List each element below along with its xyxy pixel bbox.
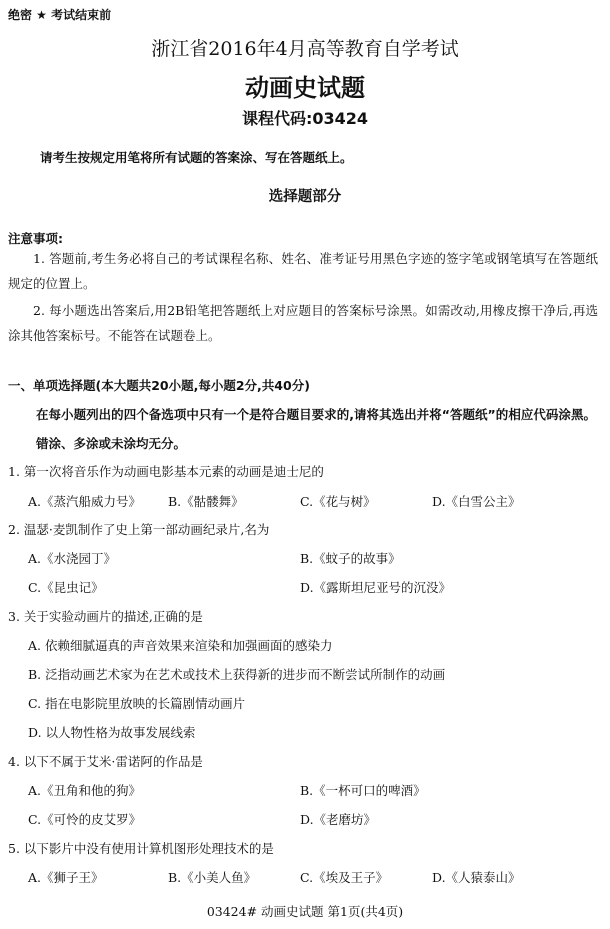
- option: B. 泛指动画艺术家为在艺术或技术上获得新的进步而不断尝试所制作的动画: [28, 667, 446, 682]
- part-instructions: 在每小题列出的四个备选项中只有一个是符合题目要求的,请将其选出并将“答题纸”的相应代码涂黑。错涂、多涂或未涂均无分。: [36, 407, 596, 451]
- option: D.《人猿泰山》: [432, 870, 521, 885]
- question-stem: 2. 温瑟·麦凯制作了史上第一部动画纪录片,名为: [8, 522, 270, 537]
- option: C.《可怜的皮艾罗》: [28, 812, 142, 827]
- option: A.《蒸汽船威力号》: [28, 494, 142, 509]
- confidential-label: 绝密 ★ 考试结束前: [8, 8, 112, 22]
- option: C.《花与树》: [300, 494, 376, 509]
- option: D. 以人物性格为故事发展线索: [28, 725, 196, 740]
- answer-reminder: 请考生按规定用笔将所有试题的答案涂、写在答题纸上。: [40, 150, 353, 165]
- option: B.《蚊子的故事》: [300, 551, 401, 566]
- option: C.《埃及王子》: [300, 870, 389, 885]
- option: D.《露斯坦尼亚号的沉没》: [300, 580, 452, 595]
- part-heading: 一、单项选择题(本大题共20小题,每小题2分,共40分): [8, 378, 310, 393]
- option: B.《一杯可口的啤酒》: [300, 783, 426, 798]
- note-item: 1. 答题前,考生务必将自己的考试课程名称、姓名、准考证号用黑色字迹的签字笔或钢笔填写在答题纸规定的位置上。: [8, 251, 598, 291]
- option: D.《白雪公主》: [432, 494, 521, 509]
- course-code: 课程代码:03424: [241, 109, 369, 128]
- option: C. 指在电影院里放映的长篇剧情动画片: [28, 696, 246, 711]
- option: C.《昆虫记》: [28, 580, 104, 595]
- subject-title: 动画史试题: [245, 74, 365, 102]
- section-title: 选择题部分: [268, 189, 342, 205]
- note-item: 2. 每小题选出答案后,用2B铅笔把答题纸上对应题目的答案标号涂黑。如需改动,用橡皮擦干净后,再选涂其他答案标号。不能答在试题卷上。: [8, 303, 598, 343]
- option: A.《狮子王》: [28, 870, 104, 885]
- exam-title: 浙江省2016年4月高等教育自学考试: [151, 38, 459, 60]
- option: A.《丑角和他的狗》: [28, 783, 142, 798]
- notes-heading: 注意事项:: [8, 231, 63, 246]
- page-footer: 03424# 动画史试题 第1页(共4页): [206, 904, 404, 919]
- option: B.《小美人鱼》: [168, 870, 257, 885]
- question-stem: 4. 以下不属于艾米·雷诺阿的作品是: [8, 754, 203, 769]
- option: D.《老磨坊》: [300, 812, 377, 827]
- question-stem: 3. 关于实验动画片的描述,正确的是: [8, 609, 203, 624]
- option: A. 依赖细腻逼真的声音效果来渲染和加强画面的感染力: [28, 638, 333, 653]
- option: B.《骷髅舞》: [168, 494, 244, 509]
- question-stem: 5. 以下影片中没有使用计算机图形处理技术的是: [8, 841, 274, 856]
- option: A.《水浇园丁》: [28, 551, 117, 566]
- question-stem: 1. 第一次将音乐作为动画电影基本元素的动画是迪士尼的: [8, 464, 324, 479]
